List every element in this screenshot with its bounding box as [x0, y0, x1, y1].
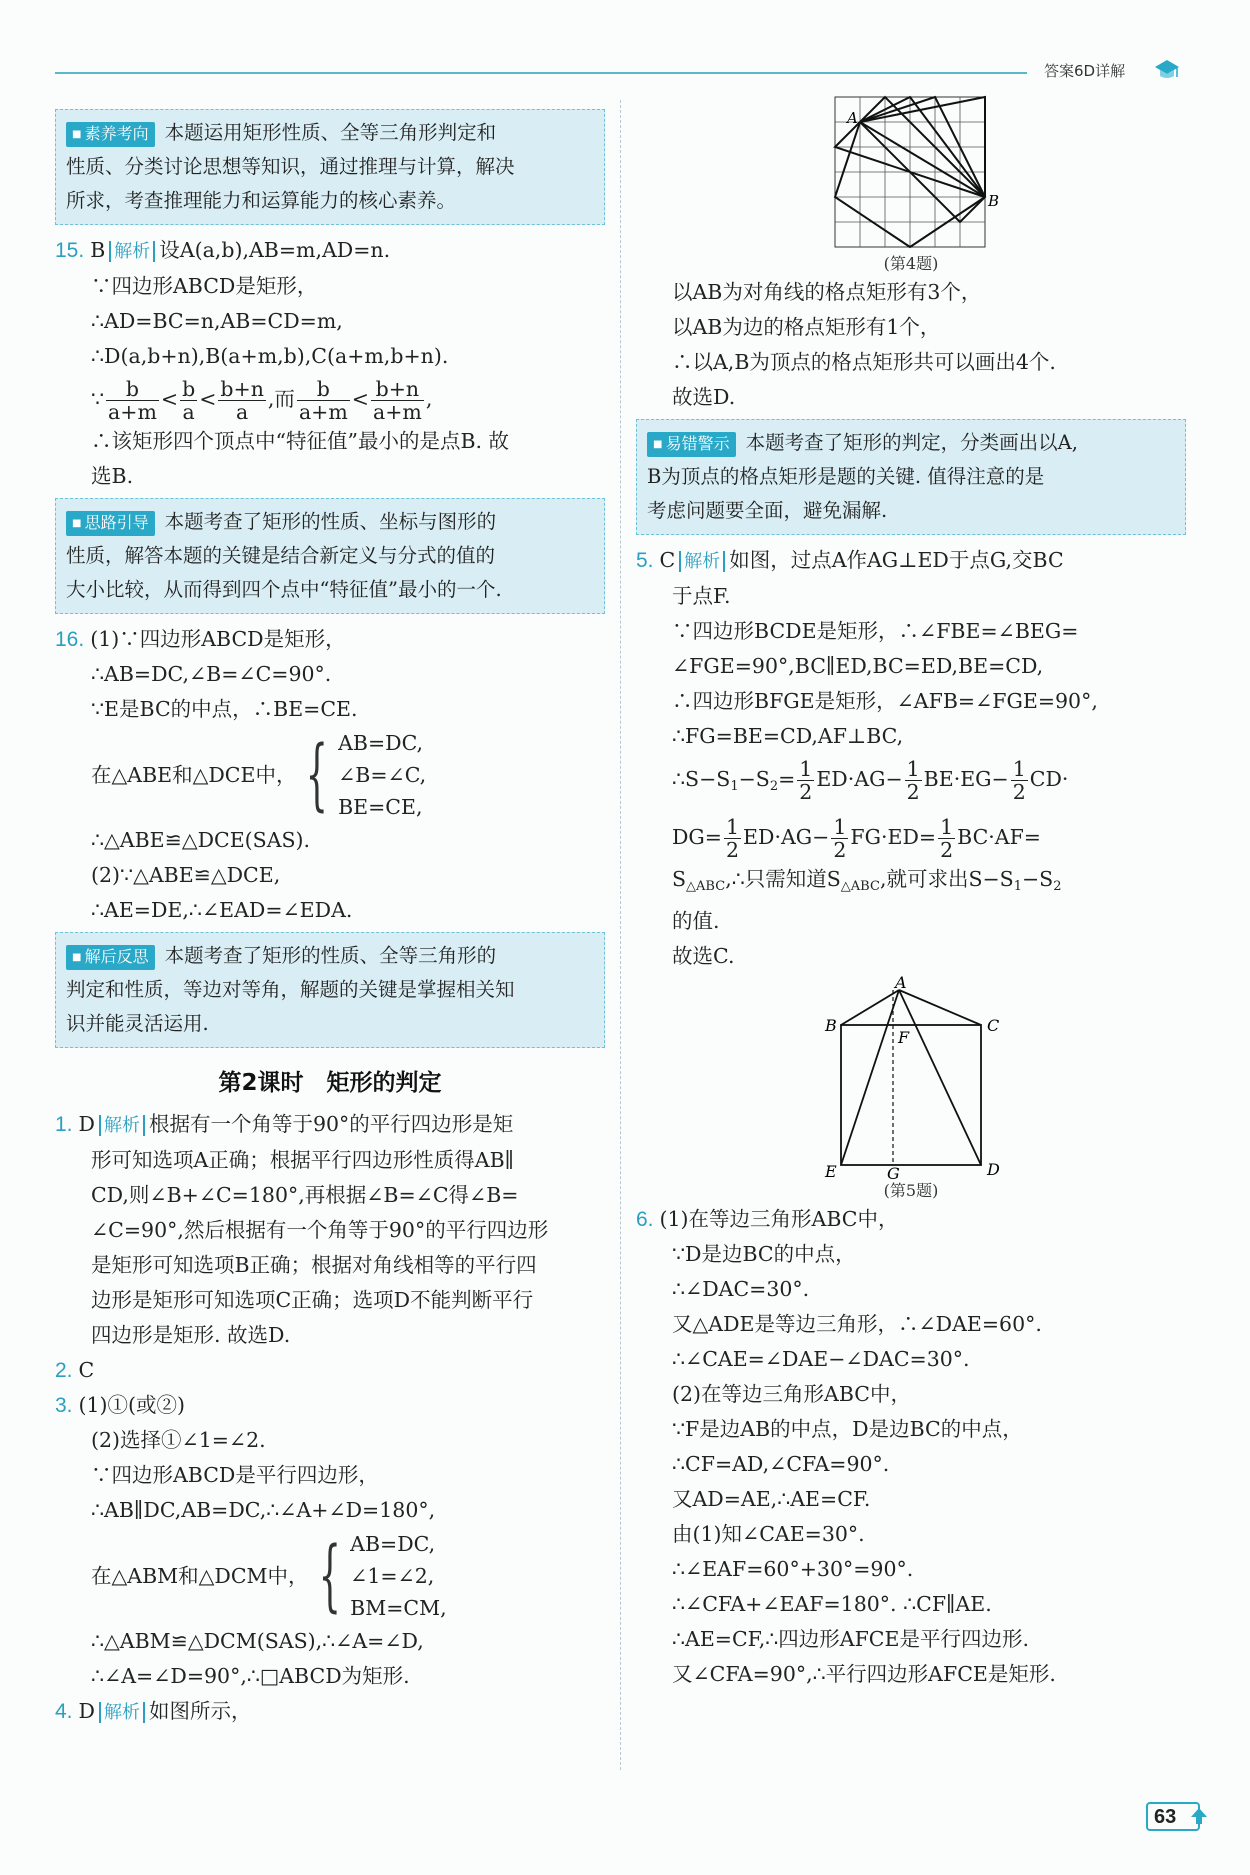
question-2: 2. C	[55, 1358, 95, 1382]
question-3: 3. (1)①(或②) (2)选择①∠1=∠2. ∵四边形ABCD是平行四边形， ∴AB∥DC,AB=DC,∴∠A+∠D=180°, 在△ABM和△DCM中， { AB=DC, ∠1=∠2, BM=CM, ∴△ABM≌△DCM(SAS),∴∠A=∠D, ∴∠A=∠D=90°,∴□ABCD为矩形.	[55, 1388, 605, 1694]
svg-text:D: D	[987, 1160, 1000, 1179]
congruence-system: 在△ABE和△DCE中， { AB=DC, ∠B=∠C, BE=CE,	[91, 730, 427, 820]
left-column	[55, 105, 605, 1730]
svg-text:A: A	[895, 973, 907, 992]
figure-caption: (第4题)	[883, 254, 939, 273]
point-a-label: A	[847, 109, 858, 127]
question-16: 16. (1)∵四边形ABCD是矩形， ∴AB=DC,∠B=∠C=90°. ∵E是BC的中点，∴BE=CE. 在△ABE和△DCE中， { AB=DC, ∠B=∠C, BE=CE, ∴△ABE≌△DCE(SAS). (2)∵△ABE≌△DCE, ∴AE=DE,∴∠EAD=∠EDA.	[55, 622, 605, 928]
column-divider	[620, 100, 621, 1770]
tip-box-thinking: ■ 思路引导 本题考查了矩形的性质、坐标与图形的 性质，解答本题的关键是结合新定义与分式的值的 大小比较，从而得到四个点中“特征值”最小的一个.	[55, 498, 605, 614]
question-6: 6. (1)在等边三角形ABC中， ∵D是边BC的中点， ∴∠DAC=30°. 又△ADE是等边三角形，∴∠DAE=60°. ∴∠CAE=∠DAE−∠DAC=30°. (2)在等边三角形ABC中， ∵F是边AB的中点，D是边BC的中点， ∴CF=AD,∠CFA=90°. 又AD=AE,∴AE=CF. 由(1)知∠CAE=30°. ∴∠EAF=60°+30°=90°. ∴∠CFA+∠EAF=180°. ∴CF∥AE. ∴AE=CF,∴四边形AFCE是平行四边形. 又∠CFA=90°,∴平行四边形AFCE是矩形.	[636, 1207, 1056, 1686]
figure-caption: (第5题)	[883, 1181, 939, 1200]
svg-text:C: C	[987, 1016, 1000, 1035]
svg-text:F: F	[898, 1028, 910, 1047]
arrow-up-icon	[1190, 1806, 1208, 1826]
svg-text:E: E	[825, 1162, 837, 1181]
tip-box-pitfall: ■ 易错警示 本题考查了矩形的判定，分类画出以A, B为顶点的格点矩形是题的关键. 值得注意的是 考虑问题要全面，避免漏解.	[636, 419, 1186, 535]
question-15: 15. B 解析 设A(a,b),AB=m,AD=n. ∵四边形ABCD是矩形， ∴AD=BC=n,AB=CD=m, ∴D(a,b+n),B(a+m,b),C(a+m,b+n). ∵ $\frac{b}{a+m}$ < $\frac{b}{a}$ < $\frac{b+n}{a}$ ,而 $\frac{b}{a+m}$ < $\frac{b+n}{a+m}$ , ∴该矩形四个顶点中“特征值”最小的是点B. 故 选B.	[55, 233, 605, 494]
question-4-continued: 以AB为对角线的格点矩形有3个， 以AB为边的格点矩形有1个， ∴以A,B为顶点的格点矩形共可以画出4个. 故选D.	[672, 280, 1056, 409]
header-label: 答案6D详解	[1044, 62, 1126, 80]
right-column	[636, 105, 1186, 1692]
tip-box-tag: ■ 素养考向	[66, 122, 155, 147]
question-5: 5. C 解析 如图，过点A作AG⊥ED于点G,交BC 于点F. ∵四边形BCDE是矩形，∴∠FBE=∠BEG= ∠FGE=90°,BC∥ED,BC=ED,BE=CD, ∴四边形BFGE是矩形，∠AFB=∠FGE=90°, ∴FG=BE=CD,AF⊥BC, ∴S−S1−S2= $\frac{1}{2}$ ED·AG− $\frac{1}{2}$ BE·EG− $\frac{1}{2}$ CD· DG= $\frac{1}{2}$ ED·AG− $\frac{1}{2}$ FG·ED= $\frac{1}{2}$ BC·AF= S△ABC,∴只需知道S△ABC,就可求出S−S1−S2 的值. 故选C.	[636, 548, 1098, 968]
svg-text:G: G	[887, 1164, 900, 1183]
section-title: 第2课时 矩形的判定	[218, 1070, 442, 1096]
question-1: 1. D 解析 根据有一个角等于90°的平行四边形是矩 形可知选项A正确；根据平行四边形性质得AB∥ CD,则∠B+∠C=180°,再根据∠B=∠C得∠B= ∠C=90°,然后根据有一个角等于90°的平行四边形 是矩形可知选项B正确；根据对角线相等的平行四 边形是矩形可知选项C正确；选项D不能判断平行 四边形是矩形. 故选D.	[55, 1112, 549, 1347]
rectangle-figure-q5	[811, 973, 1011, 1183]
header-rule	[55, 72, 1027, 74]
tip-box-literacy: ■ 素养考向 本题运用矩形性质、全等三角形判定和 性质、分类讨论思想等知识，通过推理与计算，解决 所求，考查推理能力和运算能力的核心素养。	[55, 109, 605, 225]
page-number: 63	[1146, 1802, 1200, 1831]
svg-text:B: B	[825, 1016, 837, 1035]
grid-figure-q4	[831, 93, 1000, 253]
tip-box-reflection: ■ 解后反思 本题考查了矩形的性质、全等三角形的 判定和性质，等边对等角，解题的关键是掌握相关知 识并能灵活运用.	[55, 932, 605, 1048]
graduation-cap-icon	[1154, 58, 1180, 82]
point-b-label: B	[988, 192, 1000, 210]
question-4: 4. D 解析 如图所示，	[55, 1699, 252, 1723]
congruence-system: 在△ABM和△DCM中， { AB=DC, ∠1=∠2, BM=CM,	[91, 1531, 447, 1621]
fraction-inequality: ∵ $\frac{b}{a+m}$ < $\frac{b}{a}$ < $\frac{b+n}{a}$ ,而 $\frac{b}{a+m}$ < $\frac{b+n}{a+m}$ ,	[91, 377, 433, 424]
